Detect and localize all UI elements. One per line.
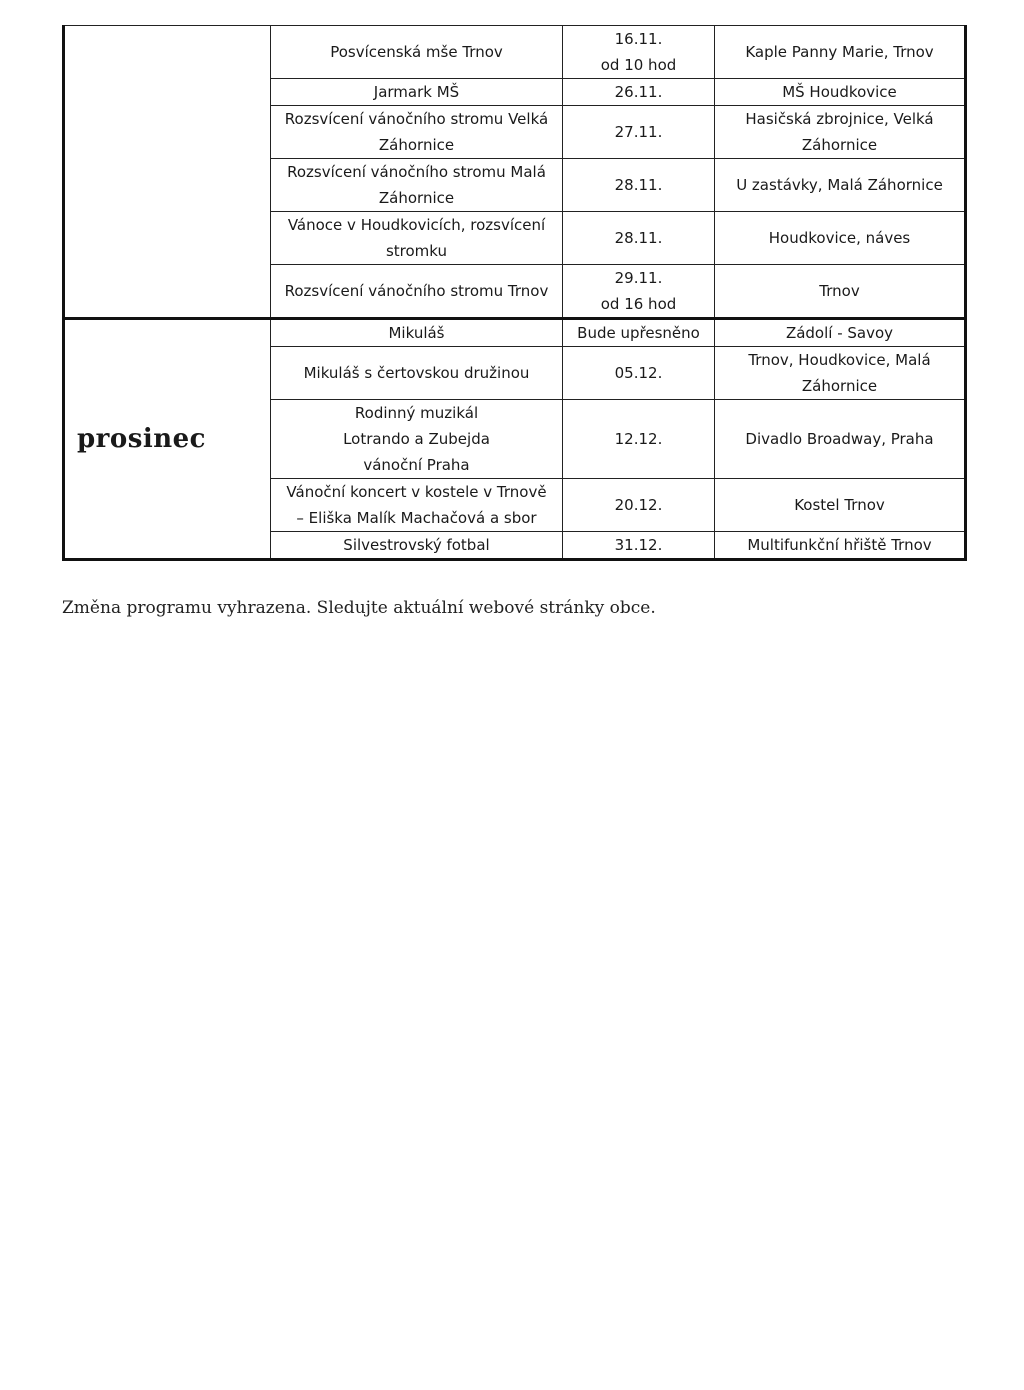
event-date-line: 28.11. [614, 176, 663, 194]
event-date-line: 31.12. [614, 536, 663, 554]
event-name-line: – Eliška Malík Machačová a sbor [296, 509, 537, 527]
event-place-line: Hasičská zbrojnice, Velká [745, 110, 934, 128]
event-name-line: Vánoční koncert v kostele v Trnově [286, 483, 547, 501]
event-place-line: Trnov, Houdkovice, Malá [748, 351, 931, 369]
event-name-line: Mikuláš s čertovskou družinou [303, 364, 530, 382]
event-name-cell [271, 79, 563, 106]
event-date-cell [563, 79, 715, 106]
event-schedule-table [62, 25, 967, 561]
event-name-cell [271, 106, 563, 159]
event-date-cell [563, 212, 715, 265]
event-place-line: Kaple Panny Marie, Trnov [745, 43, 934, 61]
event-name-line: vánoční Praha [363, 456, 470, 474]
event-name-cell [271, 212, 563, 265]
event-place-cell [715, 479, 966, 532]
event-name-cell [271, 319, 563, 347]
event-name-cell [271, 265, 563, 319]
event-place-line: Trnov [819, 282, 860, 300]
event-place-line: Zádolí - Savoy [785, 324, 894, 342]
event-name-line: Lotrando a Zubejda [343, 430, 490, 448]
event-date-cell [563, 106, 715, 159]
month-label [64, 26, 271, 319]
event-place-line: Multifunkční hřiště Trnov [747, 536, 932, 554]
event-place-line: MŠ Houdkovice [782, 83, 897, 101]
schedule-body [64, 26, 966, 560]
event-date-line: 28.11. [614, 229, 663, 247]
event-place-cell [715, 26, 966, 79]
event-date-line: 05.12. [614, 364, 663, 382]
event-place-cell [715, 79, 966, 106]
event-place-cell [715, 212, 966, 265]
event-date-cell [563, 479, 715, 532]
event-date-line: Bude upřesněno [577, 324, 700, 342]
month-label: prosinec [64, 319, 271, 560]
event-name-line: Jarmark MŠ [373, 83, 460, 101]
event-date-cell [563, 532, 715, 560]
event-place-line: Záhornice [801, 136, 878, 154]
event-name-line: Mikuláš [388, 324, 445, 342]
event-place-cell [715, 347, 966, 400]
event-name-line: Posvícenská mše Trnov [330, 43, 503, 61]
table-row [64, 319, 966, 347]
event-date-line: 20.12. [614, 496, 663, 514]
event-date-cell [563, 159, 715, 212]
event-name-line: Rodinný muzikál [354, 404, 479, 422]
event-place-line: Divadlo Broadway, Praha [745, 430, 934, 448]
footer-note: Změna programu vyhrazena. Sledujte aktuální webové stránky obce. [62, 598, 656, 618]
event-date-cell [563, 400, 715, 479]
event-date-line: 26.11. [614, 83, 663, 101]
event-name-cell [271, 159, 563, 212]
event-place-line: Houdkovice, náves [768, 229, 911, 247]
event-name-cell [271, 400, 563, 479]
event-date-cell [563, 26, 715, 79]
event-name-cell [271, 26, 563, 79]
event-place-line: Kostel Trnov [794, 496, 885, 514]
event-place-cell [715, 319, 966, 347]
event-name-cell [271, 347, 563, 400]
event-name-line: Záhornice [378, 189, 455, 207]
event-date-line: od 10 hod [600, 56, 677, 74]
event-date-cell [563, 347, 715, 400]
event-name-line: Silvestrovský fotbal [343, 536, 490, 554]
event-name-cell [271, 479, 563, 532]
event-place-cell [715, 400, 966, 479]
event-place-line: U zastávky, Malá Záhornice [736, 176, 943, 194]
event-place-cell [715, 106, 966, 159]
event-name-line: Vánoce v Houdkovicích, rozsvícení [287, 216, 546, 234]
event-date-line: 29.11. [614, 269, 663, 287]
event-name-line: Záhornice [378, 136, 455, 154]
event-date-line: 27.11. [614, 123, 663, 141]
event-name-cell [271, 532, 563, 560]
event-place-cell [715, 265, 966, 319]
event-date-line: od 16 hod [600, 295, 677, 313]
event-date-cell [563, 319, 715, 347]
event-name-line: Rozsvícení vánočního stromu Malá [287, 163, 546, 181]
event-place-line: Záhornice [801, 377, 878, 395]
event-place-cell [715, 532, 966, 560]
event-name-line: Rozsvícení vánočního stromu Velká [284, 110, 549, 128]
event-name-line: Rozsvícení vánočního stromu Trnov [284, 282, 549, 300]
event-place-cell [715, 159, 966, 212]
event-date-cell [563, 265, 715, 319]
event-date-line: 16.11. [614, 30, 663, 48]
event-name-line: stromku [385, 242, 448, 260]
event-date-line: 12.12. [614, 430, 663, 448]
table-row [64, 26, 966, 79]
